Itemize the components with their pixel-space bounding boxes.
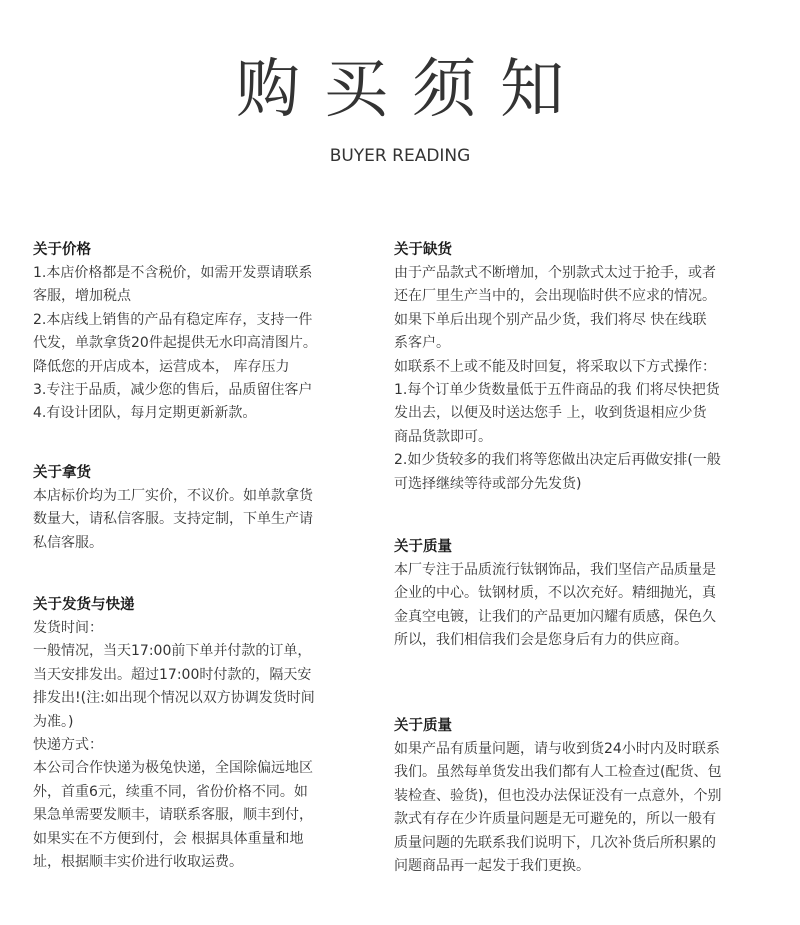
text-line: 果急单需要发顺丰，请联系客服，顺丰到付， [33,807,313,824]
text-line: 由于产品款式不断增加，个别款式太过于抢手，或者 [394,265,716,281]
section-shipping [33,593,368,874]
text-line: 如果下单后出现个别产品少货，我们将尽 快在线联 [394,311,707,328]
text-line: 质量问题的先联系我们说明下，几次补货后所积累的 [394,834,716,851]
text-line: 金真空电镀，让我们的产品更加闪耀有质感，保色久 [394,608,716,625]
text-line: 数量大，请私信客服。支持定制，下单生产请 [33,511,313,528]
text-line: 还在厂里生产当中的，会出现临时供不应求的情况。 [394,288,716,305]
section-heading: 关于质量 [394,539,452,555]
section-heading: 关于价格 [33,242,91,258]
text-line: 我们。虽然每单货发出我们都有人工检查过(配货、包 [394,764,722,781]
section-heading: 关于质量 [394,718,452,734]
text-line: 问题商品再一起发于我们更换。 [394,858,590,875]
text-line: 系客户。 [394,335,450,352]
section-heading: 关于缺货 [394,242,452,258]
section-pickup [33,461,368,555]
text-line: 如果产品有质量问题，请与收到货24小时内及时联系 [394,741,720,757]
text-line: 如联系不上或不能及时回复，将采取以下方式操作： [394,358,716,375]
page-title: 购买须知 [236,53,588,127]
section-heading: 关于拿货 [33,465,91,481]
text-line: 款式有存在少许质量问题是无可避免的，所以一般有 [394,811,716,828]
text-line: 排发出!(注:如出现个情况以双方协调发货时间 [33,690,315,707]
section-quality-2 [394,714,774,878]
text-line: 私信客服。 [33,534,103,551]
text-line: 本厂专注于品质流行钛钢饰品，我们坚信产品质量是 [394,562,716,578]
text-line: 址，根据顺丰实价进行收取运费。 [33,854,243,871]
text-line: 客服，增加税点 [33,288,131,305]
text-line: 本店标价均为工厂实价，不议价。如单款拿货 [33,488,313,504]
section-quality-1 [394,535,774,653]
section-shortage [394,238,774,496]
text-line: 1.本店价格都是不含税价，如需开发票请联系 [33,265,313,281]
text-line: 降低您的开店成本，运营成本， 库存压力 [33,358,290,375]
text-line: 当天安排发出。超过17:00时付款的，隔天安 [33,666,312,683]
text-line: 装检查、验货)，但也没办法保证没有一点意外，个别 [394,787,722,804]
section-price [33,238,368,426]
text-line: 发货时间： [33,620,103,636]
text-line: 一般情况，当天17:00前下单并付款的订单， [33,643,312,660]
text-line: 2.如少货较多的我们将等您做出决定后再做安排(一般 [394,452,721,469]
text-line: 3.专注于品质，减少您的售后，品质留住客户 [33,382,313,399]
text-line: 可选择继续等待或部分先发货) [394,475,582,492]
text-line: 1.每个订单少货数量低于五件商品的我 们将尽快把货 [394,382,720,399]
text-line: 本公司合作快递为极兔快递，全国除偏远地区 [33,760,313,777]
text-line: 所以，我们相信我们会是您身后有力的供应商。 [394,632,688,649]
text-line: 4.有设计团队，每月定期更新新款。 [33,405,257,422]
text-line: 快递方式： [33,737,103,754]
text-line: 为准。) [33,713,74,730]
text-line: 外，首重6元，续重不同，省份价格不同。如 [33,783,308,800]
text-line: 代发，单款拿货20件起提供无水印高清图片。 [33,335,317,352]
text-line: 2.本店线上销售的产品有稳定库存，支持一件 [33,311,313,328]
text-line: 企业的中心。钛钢材质，不以次充好。精细抛光，真 [394,585,716,602]
text-line: 如果实在不方便到付，会 根据具体重量和地 [33,830,304,847]
text-line: 商品货款即可。 [394,428,492,445]
section-heading: 关于发货与快递 [33,597,135,613]
text-line: 发出去，以便及时送达您手 上，收到货退相应少货 [394,405,707,422]
page-subtitle: BUYER READING [329,146,471,166]
